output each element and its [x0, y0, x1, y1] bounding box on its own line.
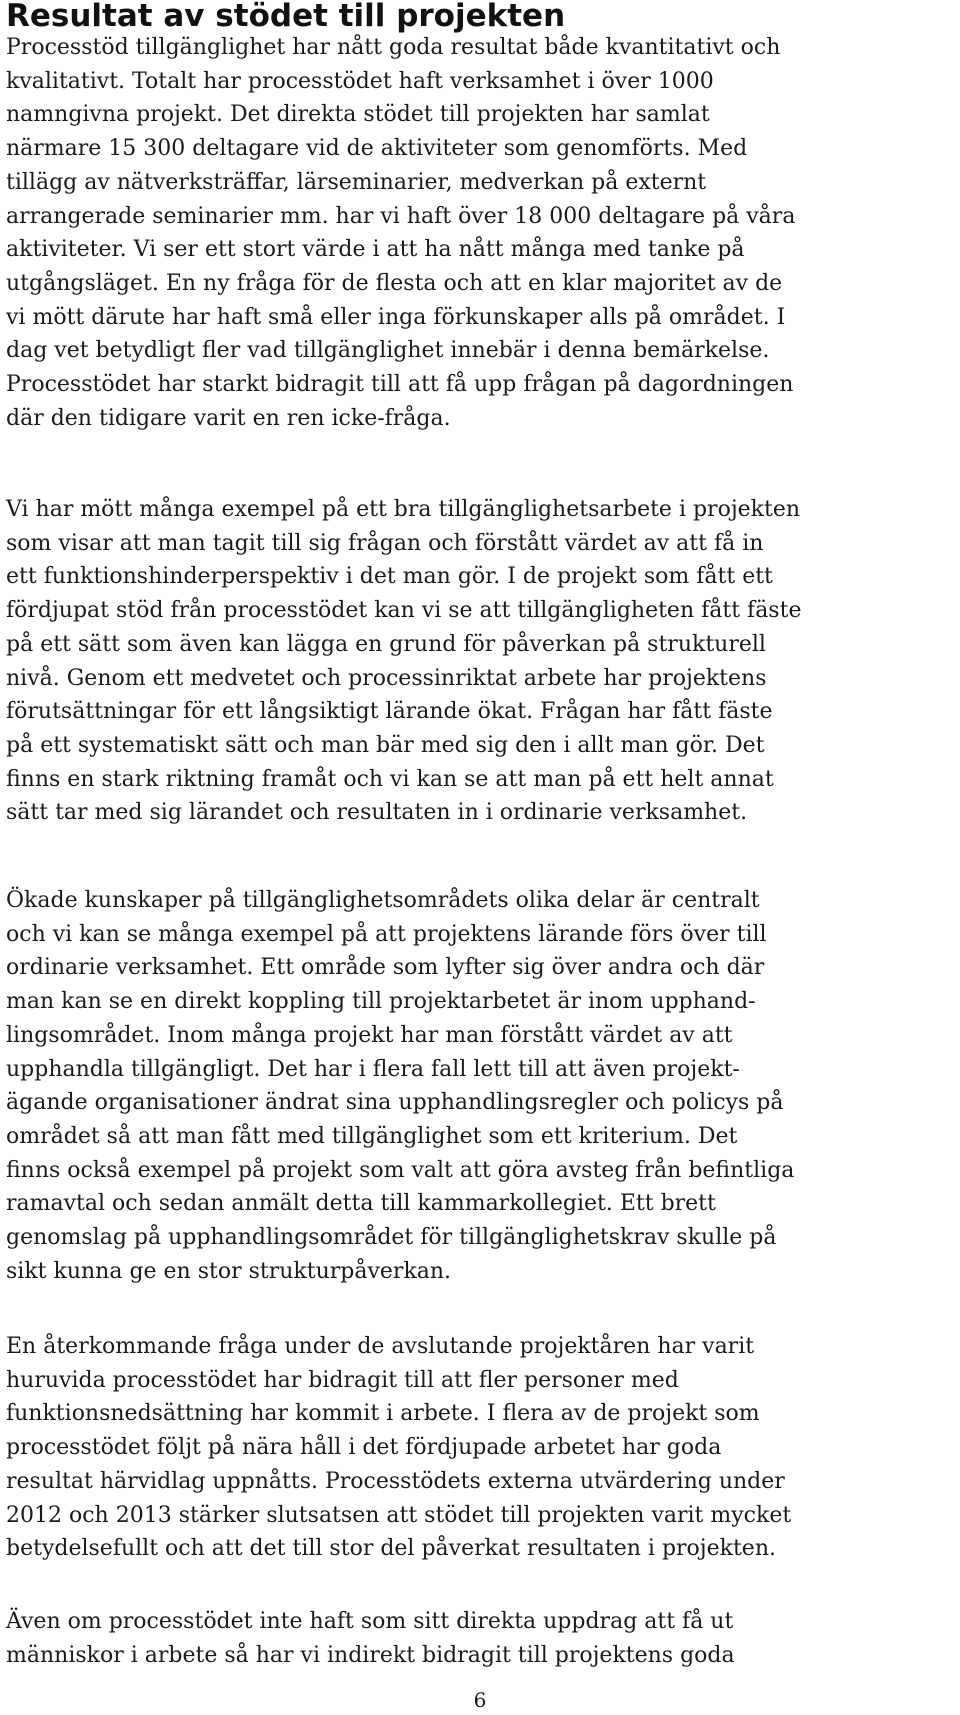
text-line: Även om processtödet inte haft som sitt direkta uppdrag att få ut [6, 1609, 734, 1634]
text-line: man kan se en direkt koppling till projektarbetet är inom upphand- [6, 989, 756, 1015]
text-line: huruvida processtödet har bidragit till att fler personer med [6, 1367, 679, 1393]
text-line: tillägg av nätverksträffar, lärseminarier, medverkan på externt [6, 169, 707, 195]
text-line: finns en stark riktning framåt och vi kan se att man på ett helt annat [6, 766, 774, 792]
text-line: som visar att man tagit till sig frågan och förstått värdet av att få in [6, 530, 764, 556]
text-line: arrangerade seminarier mm. har vi haft över 18 000 deltagare på våra [6, 203, 796, 229]
text-line: En återkommande fråga under de avslutande projektåren har varit [6, 1334, 755, 1359]
text-line: genomslag på upphandlingsområdet för tillgänglighetskrav skulle på [6, 1225, 777, 1251]
text-line: funktionsnedsättning har kommit i arbete. I flera av de projekt som [6, 1401, 760, 1427]
text-line: Vi har mött många exempel på ett bra tillgänglighetsarbete i projekten [6, 497, 801, 522]
text-line: resultat härvidlag uppnåtts. Processtödets externa utvärdering under [6, 1468, 785, 1494]
text-line: ordinarie verksamhet. Ett område som lyfter sig över andra och där [6, 955, 765, 981]
paragraph-4 [6, 1330, 951, 1566]
text-line: området så att man fått med tillgänglighet som ett kriterium. Det [6, 1123, 738, 1149]
text-line: vi mött därute har haft små eller inga förkunskaper alls på området. I [6, 304, 786, 330]
section-heading: Resultat av stödet till projekten [6, 0, 566, 34]
text-line: lingsområdet. Inom många projekt har man förstått värdet av att [6, 1022, 733, 1048]
text-line: sikt kunna ge en stor strukturpåverkan. [6, 1258, 452, 1284]
text-line: Processtödet har starkt bidragit till att få upp frågan på dagordningen [6, 372, 794, 398]
text-line: ägande organisationer ändrat sina upphandlingsregler och policys på [6, 1090, 784, 1116]
text-line: utgångsläget. En ny fråga för de flesta och att en klar majoritet av de [6, 270, 783, 296]
text-line: 2012 och 2013 stärker slutsatsen att stödet till projekten varit mycket [6, 1502, 792, 1528]
text-line: ett funktionshinderperspektiv i det man gör. I de projekt som fått ett [6, 564, 773, 590]
text-line: betydelsefullt och att det till stor del påverkat resultaten i projekten. [6, 1536, 776, 1562]
text-line: förutsättningar för ett långsiktigt lärande ökat. Frågan har fått fäste [6, 699, 773, 725]
text-line: sätt tar med sig lärandet och resultaten in i ordinarie verksamhet. [6, 800, 748, 826]
paragraph-5 [6, 1605, 951, 1672]
text-line: namngivna projekt. Det direkta stödet till projekten har samlat [6, 102, 710, 128]
text-line: nivå. Genom ett medvetet och processinriktat arbete har projektens [6, 665, 767, 691]
text-line: processtödet följt på nära håll i det fördjupade arbetet har goda [6, 1435, 722, 1461]
text-line: upphandla tillgängligt. Det har i flera fall lett till att även projekt- [6, 1056, 740, 1082]
text-line: Processtöd tillgänglighet har nått goda resultat både kvantitativt och [6, 35, 781, 60]
text-line: aktiviteter. Vi ser ett stort värde i att ha nått många med tanke på [6, 237, 745, 263]
text-line: där den tidigare varit en ren icke-fråga. [6, 405, 451, 431]
text-line: kvalitativt. Totalt har processtödet haft verksamhet i över 1000 [6, 68, 714, 94]
text-line: Ökade kunskaper på tillgänglighetsområdets olika delar är centralt [6, 888, 760, 913]
text-line: finns också exempel på projekt som valt att göra avsteg från befintliga [6, 1157, 795, 1183]
paragraph-3 [6, 884, 951, 1288]
text-line: på ett sätt som även kan lägga en grund för påverkan på strukturell [6, 631, 766, 657]
text-line: på ett systematiskt sätt och man bär med sig den i allt man gör. Det [6, 732, 765, 758]
paragraph-2 [6, 493, 951, 830]
text-line: dag vet betydligt fler vad tillgänglighet innebär i denna bemärkelse. [6, 338, 770, 364]
text-line: och vi kan se många exempel på att projektens lärande förs över till [6, 921, 767, 947]
text-line: fördjupat stöd från processtödet kan vi se att tillgängligheten fått fäste [6, 598, 802, 624]
text-line: ramavtal och sedan anmält detta till kammarkollegiet. Ett brett [6, 1191, 716, 1217]
text-line: närmare 15 300 deltagare vid de aktiviteter som genomförts. Med [6, 136, 748, 162]
text-line: människor i arbete så har vi indirekt bidragit till projektens goda [6, 1642, 735, 1668]
paragraph-1 [6, 31, 951, 435]
page-number: 6 [473, 1688, 487, 1712]
